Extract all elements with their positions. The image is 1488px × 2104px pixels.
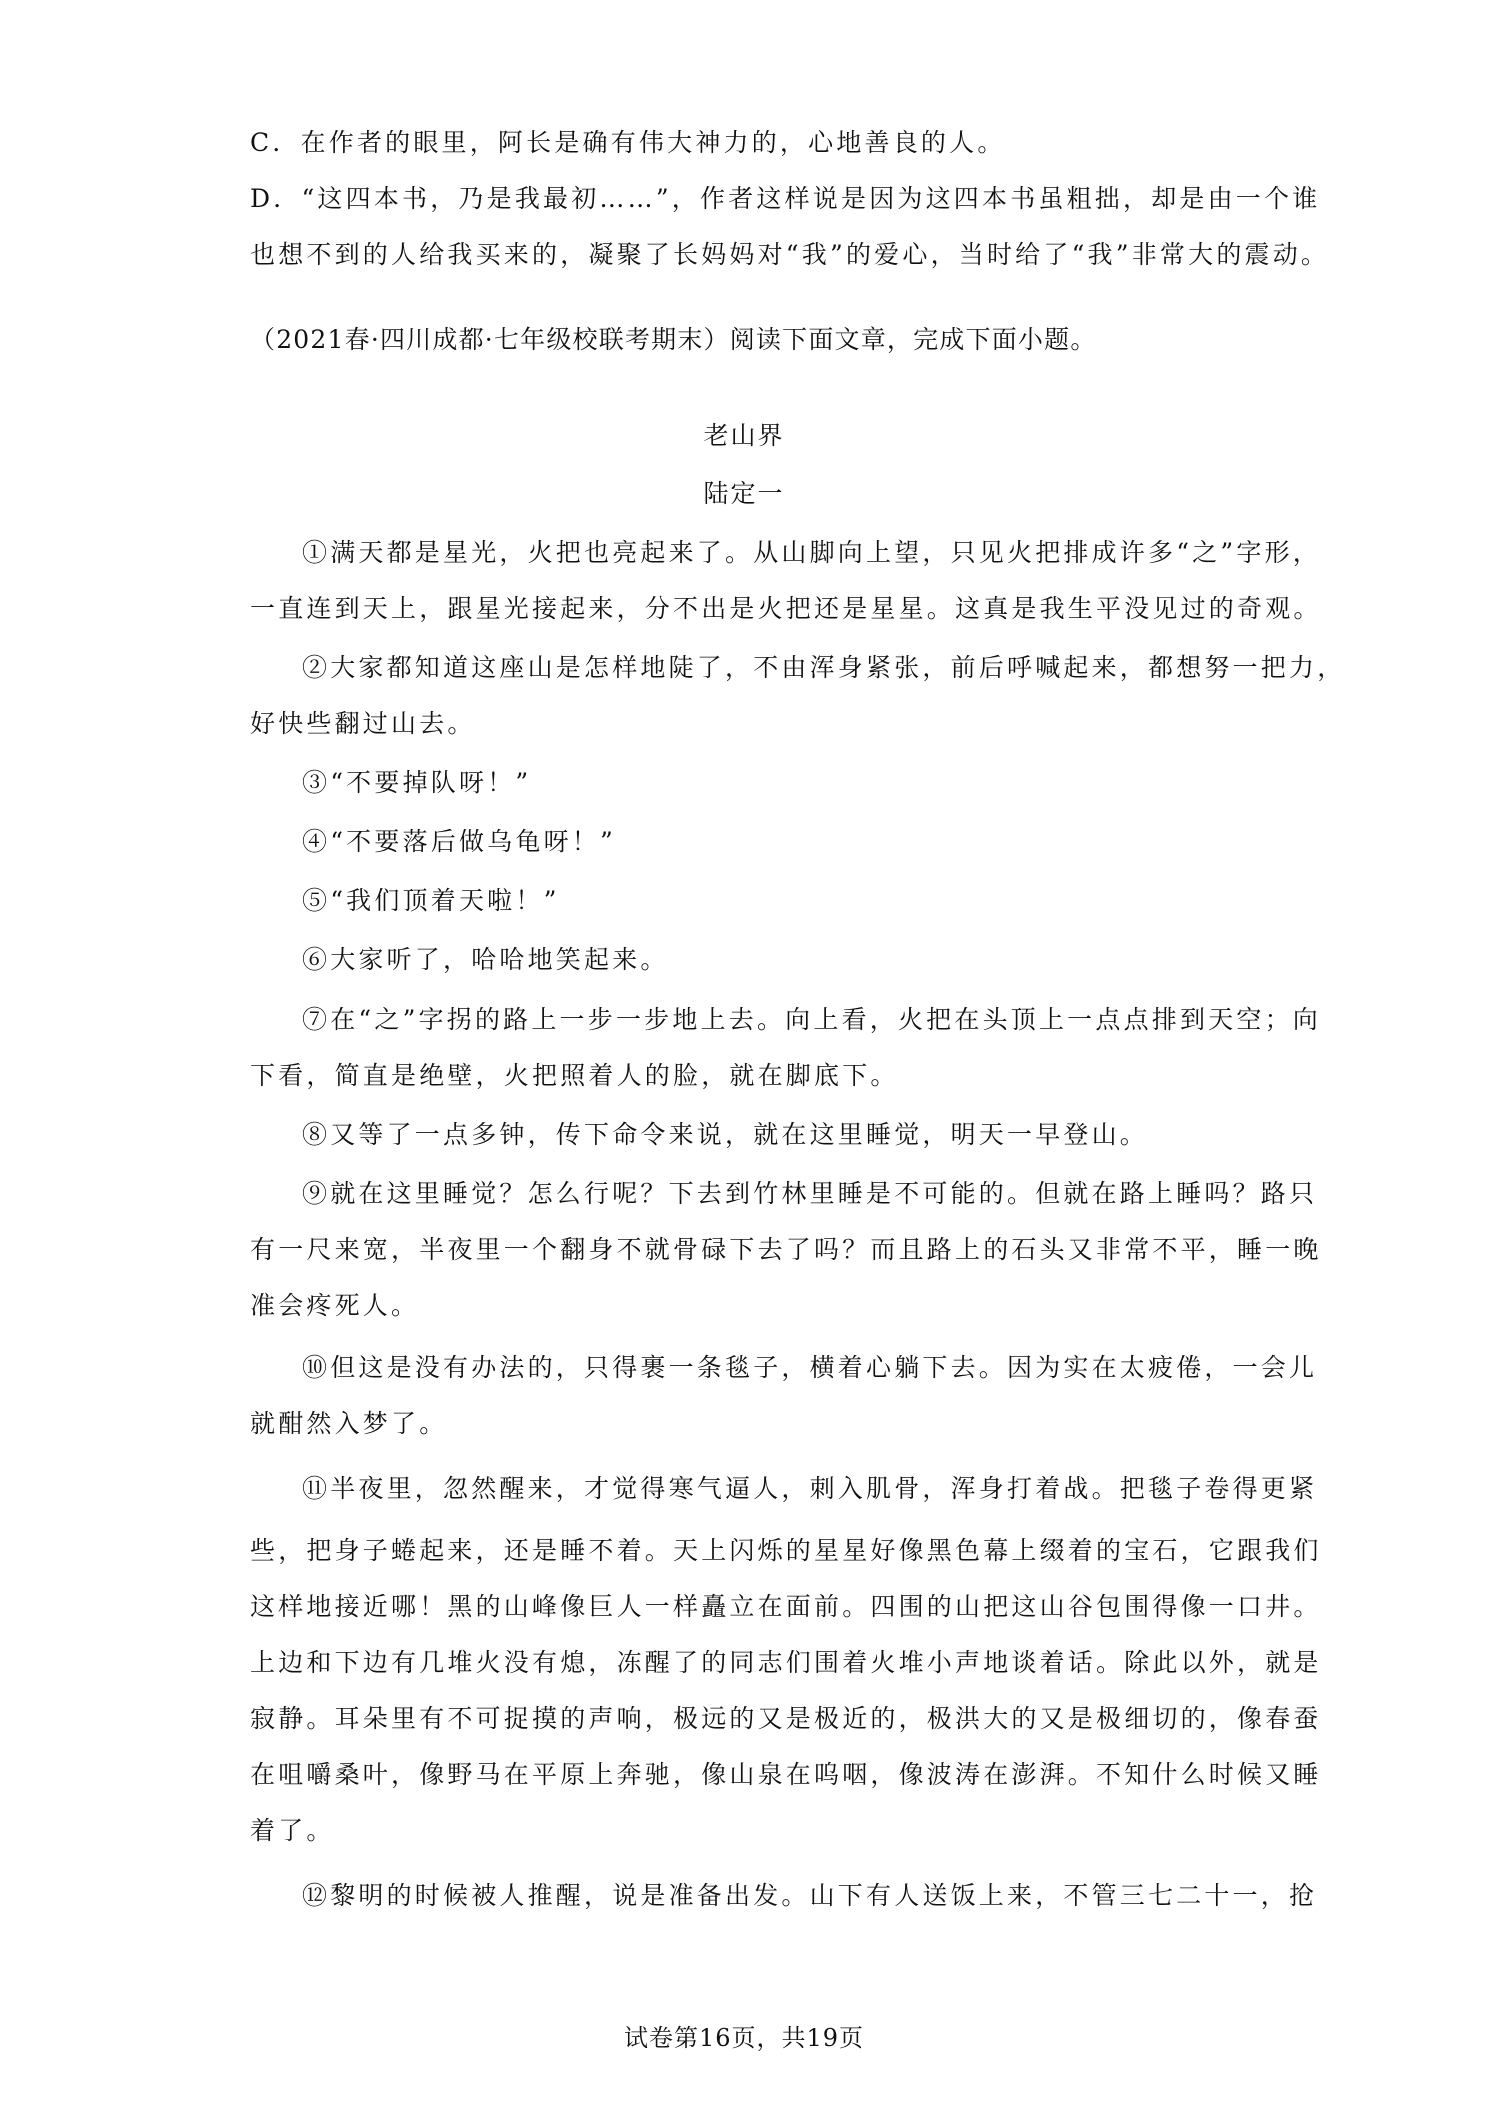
option-d-line-2: 也想不到的人给我买来的，凝聚了长妈妈对“我”的爱心，当时给了“我”非常大的震动。 <box>250 240 1330 269</box>
paragraph-line: 下看，简直是绝壁，火把照着人的脸，就在脚底下。 <box>250 1061 899 1090</box>
paragraph-line: ⑧又等了一点多钟，传下命令来说，就在这里睡觉，明天一早登山。 <box>302 1120 1149 1149</box>
page-footer: 试卷第16页，共19页 <box>623 2024 865 2052</box>
paragraph-line: ⑩但这是没有办法的，只得裹一条毯子，横着心躺下去。因为实在太疲倦，一会儿 <box>302 1353 1318 1382</box>
article-title: 老山界 <box>703 421 785 450</box>
paragraph-line: 寂静。耳朵里有不可捉摸的声响，极远的又是极近的，极洪大的又是极细切的，像春蚕 <box>250 1704 1322 1733</box>
paragraph-line: ③“不要掉队呀！” <box>302 768 532 797</box>
paragraph-line: 一直连到天上，跟星光接起来，分不出是火把还是星星。这真是我生平没见过的奇观。 <box>250 594 1322 623</box>
question-source: （2021春·四川成都·七年级校联考期末）阅读下面文章，完成下面小题。 <box>250 325 1097 354</box>
article-author: 陆定一 <box>703 479 785 508</box>
paragraph-line: 好快些翻过山去。 <box>250 709 476 738</box>
paragraph-line: ⑨就在这里睡觉？怎么行呢？下去到竹林里睡是不可能的。但就在路上睡吗？路只 <box>302 1179 1318 1208</box>
paragraph-line: 这样地接近哪！黑的山峰像巨人一样矗立在面前。四围的山把这山谷包围得像一口井。 <box>250 1592 1322 1621</box>
paragraph-line: 准会疼死人。 <box>250 1291 420 1320</box>
paragraph-line: ②大家都知道这座山是怎样地陡了，不由浑身紧张，前后呼喊起来，都想努一把力， <box>302 653 1346 682</box>
paragraph-line: ①满天都是星光，火把也亮起来了。从山脚向上望，只见火把排成许多“之”字形， <box>302 538 1321 567</box>
paragraph-line: ⑦在“之”字拐的路上一步一步地上去。向上看，火把在头顶上一点点排到天空；向 <box>302 1005 1321 1034</box>
paragraph-line: 在咀嚼桑叶，像野马在平原上奔驰，像山泉在呜咽，像波涛在澎湃。不知什么时候又睡 <box>250 1760 1322 1789</box>
paragraph-line: 些，把身子蜷起来，还是睡不着。天上闪烁的星星好像黑色幕上缀着的宝石，它跟我们 <box>250 1536 1322 1565</box>
paragraph-line: ⑪半夜里，忽然醒来，才觉得寒气逼人，刺入肌骨，浑身打着战。把毯子卷得更紧 <box>302 1474 1318 1503</box>
paragraph-line: 有一尺来宽，半夜里一个翻身不就骨碌下去了吗？而且路上的石头又非常不平，睡一晚 <box>250 1235 1322 1264</box>
option-d-line-1: D．“这四本书，乃是我最初……”，作者这样说是因为这四本书虽粗拙，却是由一个谁 <box>250 184 1321 213</box>
paragraph-line: ④“不要落后做乌龟呀！” <box>302 827 616 856</box>
paragraph-line: 着了。 <box>250 1816 335 1845</box>
paragraph-line: 上边和下边有几堆火没有熄，冻醒了的同志们围着火堆小声地谈着话。除此以外，就是 <box>250 1648 1322 1677</box>
paragraph-line: ⑤“我们顶着天啦！” <box>302 886 560 915</box>
paragraph-line: 就酣然入梦了。 <box>250 1409 448 1438</box>
option-c: C．在作者的眼里，阿长是确有伟大神力的，心地善良的人。 <box>250 128 1006 157</box>
paragraph-line: ⑫黎明的时候被人推醒，说是准备出发。山下有人送饭上来，不管三七二十一，抢 <box>302 1881 1318 1910</box>
paragraph-line: ⑥大家听了，哈哈地笑起来。 <box>302 945 669 974</box>
